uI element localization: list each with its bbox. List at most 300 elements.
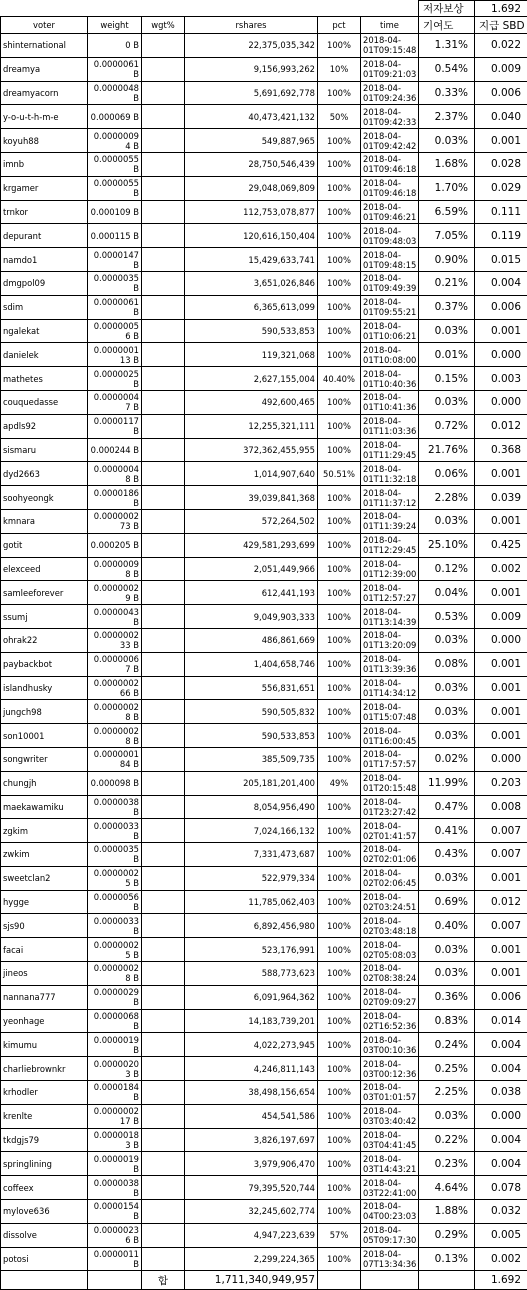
weight-cell: 0 B: [88, 34, 142, 58]
wgt-pct-cell: [142, 224, 185, 248]
voter-name-cell: coffeex: [1, 1176, 88, 1200]
sbd-cell: 0.012: [475, 414, 527, 438]
pct-cell: 100%: [318, 628, 361, 652]
table-row: [1, 390, 527, 414]
table-row: [1, 1128, 527, 1152]
pct-cell: 100%: [318, 533, 361, 557]
time-cell: 2018-04-01T10:06:21: [361, 319, 419, 343]
sbd-cell: 0.000: [475, 390, 527, 414]
weight-cell: 0.0000029 B: [88, 985, 142, 1009]
sbd-cell: 0.001: [475, 866, 527, 890]
pct-cell: 100%: [318, 581, 361, 605]
voter-name-cell: sjs90: [1, 914, 88, 938]
wgt-pct-cell: [142, 914, 185, 938]
voter-name-cell: namdo1: [1, 248, 88, 272]
contribution-cell: 1.31%: [419, 34, 475, 58]
weight-cell: 0.0000048 B: [88, 81, 142, 105]
contribution-cell: 0.21%: [419, 271, 475, 295]
weight-cell: 0.00000025 B: [88, 866, 142, 890]
sbd-cell: 0.007: [475, 914, 527, 938]
wgt-pct-cell: [142, 652, 185, 676]
rshares-cell: 486,861,669: [185, 628, 318, 652]
total-blank: [88, 1271, 142, 1290]
table-row: [1, 81, 527, 105]
wgt-pct-cell: [142, 1152, 185, 1176]
pct-cell: 100%: [318, 176, 361, 200]
voter-name-cell: trnkor: [1, 200, 88, 224]
weight-cell: 0.0000068 B: [88, 1009, 142, 1033]
table-row: [1, 438, 527, 462]
sbd-cell: 0.425: [475, 533, 527, 557]
sbd-cell: 0.001: [475, 724, 527, 748]
sbd-cell: 0.015: [475, 248, 527, 272]
weight-cell: 0.00000203 B: [88, 1057, 142, 1081]
rshares-cell: 9,049,903,333: [185, 605, 318, 629]
time-cell: 2018-04-01T11:03:36: [361, 414, 419, 438]
weight-cell: 0.00000236 B: [88, 1223, 142, 1247]
contribution-cell: 0.12%: [419, 557, 475, 581]
voter-name-cell: sweetclan2: [1, 866, 88, 890]
sbd-cell: 0.000: [475, 343, 527, 367]
weight-cell: 0.0000038 B: [88, 795, 142, 819]
wgt-pct-cell: [142, 367, 185, 391]
contribution-cell: 2.37%: [419, 105, 475, 129]
pct-cell: 100%: [318, 319, 361, 343]
contribution-cell: 0.03%: [419, 724, 475, 748]
contribution-cell: 0.06%: [419, 462, 475, 486]
sbd-cell: 0.009: [475, 605, 527, 629]
time-cell: 2018-04-01T20:15:48: [361, 771, 419, 795]
wgt-pct-cell: [142, 1223, 185, 1247]
contribution-cell: 0.29%: [419, 1223, 475, 1247]
contribution-cell: 0.33%: [419, 81, 475, 105]
voter-name-cell: depurant: [1, 224, 88, 248]
time-cell: 2018-04-01T10:08:00: [361, 343, 419, 367]
rshares-cell: 22,375,035,342: [185, 34, 318, 58]
sbd-cell: 0.008: [475, 795, 527, 819]
rshares-cell: 612,441,193: [185, 581, 318, 605]
contribution-cell: 1.68%: [419, 152, 475, 176]
sbd-cell: 0.001: [475, 700, 527, 724]
weight-cell: 0.000244 B: [88, 438, 142, 462]
sbd-cell: 0.028: [475, 152, 527, 176]
table-row: [1, 557, 527, 581]
rshares-cell: 119,321,068: [185, 343, 318, 367]
wgt-pct-cell: [142, 248, 185, 272]
contribution-cell: 0.36%: [419, 985, 475, 1009]
voter-name-cell: facai: [1, 938, 88, 962]
header-contribution: 기여도: [419, 17, 475, 34]
summary-row: [1, 1, 527, 17]
wgt-pct-cell: [142, 581, 185, 605]
contribution-cell: 0.23%: [419, 1152, 475, 1176]
pct-cell: 57%: [318, 1223, 361, 1247]
header-wgt-pct: wgt%: [142, 17, 185, 34]
wgt-pct-cell: [142, 628, 185, 652]
contribution-cell: 0.03%: [419, 962, 475, 986]
wgt-pct-cell: [142, 343, 185, 367]
contribution-cell: 1.88%: [419, 1200, 475, 1224]
sbd-cell: 0.040: [475, 105, 527, 129]
rshares-cell: 12,255,321,111: [185, 414, 318, 438]
sbd-cell: 0.203: [475, 771, 527, 795]
wgt-pct-cell: [142, 843, 185, 867]
wgt-pct-cell: [142, 271, 185, 295]
contribution-cell: 0.03%: [419, 700, 475, 724]
total-blank: [318, 1271, 361, 1290]
voter-name-cell: paybackbot: [1, 652, 88, 676]
time-cell: 2018-04-01T15:07:48: [361, 700, 419, 724]
rshares-cell: 590,505,832: [185, 700, 318, 724]
contribution-cell: 0.43%: [419, 843, 475, 867]
pct-cell: 100%: [318, 414, 361, 438]
rshares-cell: 14,183,739,201: [185, 1009, 318, 1033]
wgt-pct-cell: [142, 700, 185, 724]
time-cell: 2018-04-02T03:24:51: [361, 890, 419, 914]
contribution-cell: 0.24%: [419, 1033, 475, 1057]
time-cell: 2018-04-02T09:09:27: [361, 985, 419, 1009]
sbd-cell: 0.000: [475, 1104, 527, 1128]
weight-cell: 0.000000217 B: [88, 1104, 142, 1128]
pct-cell: 100%: [318, 1200, 361, 1224]
table-row: [1, 271, 527, 295]
voter-name-cell: nannana777: [1, 985, 88, 1009]
rshares-cell: 15,429,633,741: [185, 248, 318, 272]
total-blank: [1, 1271, 88, 1290]
wgt-pct-cell: [142, 819, 185, 843]
wgt-pct-cell: [142, 1009, 185, 1033]
time-cell: 2018-04-01T10:41:36: [361, 390, 419, 414]
time-cell: 2018-04-01T09:24:36: [361, 81, 419, 105]
voter-name-cell: zwkim: [1, 843, 88, 867]
header-time: time: [361, 17, 419, 34]
weight-cell: 0.00000028 B: [88, 724, 142, 748]
weight-cell: 0.0000147 B: [88, 248, 142, 272]
contribution-cell: 1.70%: [419, 176, 475, 200]
table-row: [1, 1057, 527, 1081]
time-cell: 2018-04-02T08:38:24: [361, 962, 419, 986]
time-cell: 2018-04-01T14:34:12: [361, 676, 419, 700]
sbd-cell: 0.001: [475, 581, 527, 605]
rshares-cell: 2,627,155,004: [185, 367, 318, 391]
rshares-cell: 7,024,166,132: [185, 819, 318, 843]
time-cell: 2018-04-03T00:12:36: [361, 1057, 419, 1081]
weight-cell: 0.0000061 B: [88, 295, 142, 319]
voter-name-cell: gotit: [1, 533, 88, 557]
table-row: [1, 724, 527, 748]
contribution-cell: 11.99%: [419, 771, 475, 795]
rshares-cell: 523,176,991: [185, 938, 318, 962]
contribution-cell: 0.03%: [419, 676, 475, 700]
rshares-cell: 28,750,546,439: [185, 152, 318, 176]
pct-cell: 100%: [318, 747, 361, 771]
rshares-cell: 7,331,473,687: [185, 843, 318, 867]
weight-cell: 0.000109 B: [88, 200, 142, 224]
contribution-cell: 0.53%: [419, 605, 475, 629]
rshares-cell: 39,039,841,368: [185, 486, 318, 510]
contribution-cell: 0.72%: [419, 414, 475, 438]
time-cell: 2018-04-01T13:20:09: [361, 628, 419, 652]
voter-name-cell: potosi: [1, 1247, 88, 1271]
sbd-cell: 0.001: [475, 509, 527, 533]
contribution-cell: 0.41%: [419, 819, 475, 843]
pct-cell: 100%: [318, 1057, 361, 1081]
wgt-pct-cell: [142, 1057, 185, 1081]
wgt-pct-cell: [142, 676, 185, 700]
sbd-cell: 0.007: [475, 843, 527, 867]
voter-name-cell: dmgpol09: [1, 271, 88, 295]
pct-cell: 100%: [318, 129, 361, 153]
pct-cell: 100%: [318, 890, 361, 914]
rshares-cell: 29,048,069,809: [185, 176, 318, 200]
table-row: [1, 34, 527, 58]
voter-name-cell: apdls92: [1, 414, 88, 438]
voter-name-cell: dyd2663: [1, 462, 88, 486]
wgt-pct-cell: [142, 866, 185, 890]
rshares-cell: 492,600,465: [185, 390, 318, 414]
weight-cell: 0.0000056 B: [88, 890, 142, 914]
rshares-cell: 588,773,623: [185, 962, 318, 986]
table-row: [1, 962, 527, 986]
sbd-cell: 0.002: [475, 557, 527, 581]
pct-cell: 100%: [318, 509, 361, 533]
time-cell: 2018-04-01T09:48:03: [361, 224, 419, 248]
weight-cell: 0.00000094 B: [88, 129, 142, 153]
contribution-cell: 6.59%: [419, 200, 475, 224]
time-cell: 2018-04-01T11:39:24: [361, 509, 419, 533]
wgt-pct-cell: [142, 438, 185, 462]
contribution-cell: 4.64%: [419, 1176, 475, 1200]
weight-cell: 0.0000055 B: [88, 152, 142, 176]
time-cell: 2018-04-01T09:21:03: [361, 57, 419, 81]
sbd-cell: 0.002: [475, 1247, 527, 1271]
weight-cell: 0.0000043 B: [88, 605, 142, 629]
rshares-cell: 1,014,907,640: [185, 462, 318, 486]
sbd-cell: 0.078: [475, 1176, 527, 1200]
time-cell: 2018-04-01T12:29:45: [361, 533, 419, 557]
table-row: [1, 1176, 527, 1200]
weight-cell: 0.0000061 B: [88, 57, 142, 81]
table-row: [1, 129, 527, 153]
voter-name-cell: jineos: [1, 962, 88, 986]
contribution-cell: 0.03%: [419, 866, 475, 890]
voter-name-cell: hygge: [1, 890, 88, 914]
weight-cell: 0.00000028 B: [88, 700, 142, 724]
time-cell: 2018-04-01T09:49:39: [361, 271, 419, 295]
wgt-pct-cell: [142, 1033, 185, 1057]
pct-cell: 100%: [318, 390, 361, 414]
pct-cell: 100%: [318, 200, 361, 224]
pct-cell: 100%: [318, 248, 361, 272]
contribution-cell: 0.02%: [419, 747, 475, 771]
header-pct: pct: [318, 17, 361, 34]
time-cell: 2018-04-01T09:46:18: [361, 152, 419, 176]
pct-cell: 49%: [318, 771, 361, 795]
voter-name-cell: songwriter: [1, 747, 88, 771]
wgt-pct-cell: [142, 200, 185, 224]
weight-cell: 0.000098 B: [88, 771, 142, 795]
weight-cell: 0.0000038 B: [88, 1176, 142, 1200]
weight-cell: 0.000000233 B: [88, 628, 142, 652]
table-row: [1, 1033, 527, 1057]
table-row: [1, 224, 527, 248]
table-row: [1, 938, 527, 962]
table-row: [1, 985, 527, 1009]
contribution-cell: 21.76%: [419, 438, 475, 462]
time-cell: 2018-04-02T03:48:18: [361, 914, 419, 938]
wgt-pct-cell: [142, 152, 185, 176]
sbd-cell: 0.001: [475, 676, 527, 700]
rshares-cell: 40,473,421,132: [185, 105, 318, 129]
weight-cell: 0.00000047 B: [88, 390, 142, 414]
voter-name-cell: chungjh: [1, 771, 88, 795]
sbd-cell: 0.004: [475, 271, 527, 295]
rshares-cell: 549,887,965: [185, 129, 318, 153]
author-reward-value: 1.692: [475, 1, 527, 17]
wgt-pct-cell: [142, 319, 185, 343]
wgt-pct-cell: [142, 795, 185, 819]
pct-cell: 100%: [318, 819, 361, 843]
contribution-cell: 0.15%: [419, 367, 475, 391]
sbd-cell: 0.006: [475, 81, 527, 105]
voter-name-cell: yeonhage: [1, 1009, 88, 1033]
sbd-cell: 0.000: [475, 628, 527, 652]
time-cell: 2018-04-01T10:40:36: [361, 367, 419, 391]
contribution-cell: 0.03%: [419, 509, 475, 533]
table-row: [1, 1104, 527, 1128]
wgt-pct-cell: [142, 962, 185, 986]
time-cell: 2018-04-01T09:15:48: [361, 34, 419, 58]
header-sbd: 지급 SBD: [475, 17, 527, 34]
sbd-cell: 0.022: [475, 34, 527, 58]
contribution-cell: 0.01%: [419, 343, 475, 367]
time-cell: 2018-04-01T11:32:18: [361, 462, 419, 486]
contribution-cell: 0.03%: [419, 938, 475, 962]
author-reward-label: 저자보상: [419, 1, 475, 17]
table-row: [1, 295, 527, 319]
table-row: [1, 1081, 527, 1105]
weight-cell: 0.000000184 B: [88, 747, 142, 771]
sbd-cell: 0.006: [475, 295, 527, 319]
time-cell: 2018-04-01T11:29:45: [361, 438, 419, 462]
contribution-cell: 0.83%: [419, 1009, 475, 1033]
table-row: [1, 248, 527, 272]
contribution-cell: 0.40%: [419, 914, 475, 938]
time-cell: 2018-04-01T09:42:33: [361, 105, 419, 129]
time-cell: 2018-04-01T09:48:15: [361, 248, 419, 272]
header-voter: voter: [1, 17, 88, 34]
time-cell: 2018-04-03T03:40:42: [361, 1104, 419, 1128]
rshares-cell: 79,395,520,744: [185, 1176, 318, 1200]
weight-cell: 0.0000033 B: [88, 914, 142, 938]
weight-cell: 0.00000025 B: [88, 938, 142, 962]
weight-cell: 0.000000266 B: [88, 676, 142, 700]
wgt-pct-cell: [142, 557, 185, 581]
wgt-pct-cell: [142, 1200, 185, 1224]
sbd-cell: 0.012: [475, 890, 527, 914]
pct-cell: 100%: [318, 676, 361, 700]
sbd-cell: 0.001: [475, 129, 527, 153]
contribution-cell: 0.08%: [419, 652, 475, 676]
weight-cell: 0.000000273 B: [88, 509, 142, 533]
time-cell: 2018-04-01T09:46:21: [361, 200, 419, 224]
voter-name-cell: krgamer: [1, 176, 88, 200]
sbd-cell: 0.368: [475, 438, 527, 462]
voter-name-cell: islandhusky: [1, 676, 88, 700]
time-cell: 2018-04-01T12:57:27: [361, 581, 419, 605]
wgt-pct-cell: [142, 1104, 185, 1128]
total-rshares: 1,711,340,949,957: [185, 1271, 318, 1290]
pct-cell: 100%: [318, 795, 361, 819]
table-row: [1, 819, 527, 843]
weight-cell: 0.0000055 B: [88, 176, 142, 200]
pct-cell: 100%: [318, 486, 361, 510]
time-cell: 2018-04-02T05:08:03: [361, 938, 419, 962]
voter-name-cell: sismaru: [1, 438, 88, 462]
table-row: [1, 533, 527, 557]
total-label: 합: [142, 1271, 185, 1290]
weight-cell: 0.000205 B: [88, 533, 142, 557]
wgt-pct-cell: [142, 747, 185, 771]
sbd-cell: 0.006: [475, 985, 527, 1009]
sbd-cell: 0.007: [475, 819, 527, 843]
table-row: [1, 509, 527, 533]
table-row: [1, 581, 527, 605]
sbd-cell: 0.001: [475, 938, 527, 962]
pct-cell: 100%: [318, 1152, 361, 1176]
table-row: [1, 414, 527, 438]
contribution-cell: 2.25%: [419, 1081, 475, 1105]
total-blank: [361, 1271, 419, 1290]
sbd-cell: 0.004: [475, 1128, 527, 1152]
contribution-cell: 0.13%: [419, 1247, 475, 1271]
sbd-cell: 0.004: [475, 1033, 527, 1057]
sbd-cell: 0.001: [475, 962, 527, 986]
contribution-cell: 0.03%: [419, 390, 475, 414]
wgt-pct-cell: [142, 771, 185, 795]
pct-cell: 100%: [318, 81, 361, 105]
voter-name-cell: jungch98: [1, 700, 88, 724]
table-row: [1, 771, 527, 795]
pct-cell: 100%: [318, 1104, 361, 1128]
table-row: [1, 747, 527, 771]
time-cell: 2018-04-03T01:01:57: [361, 1081, 419, 1105]
weight-cell: 0.0000019 B: [88, 1152, 142, 1176]
weight-cell: 0.00000029 B: [88, 581, 142, 605]
wgt-pct-cell: [142, 295, 185, 319]
rshares-cell: 454,541,586: [185, 1104, 318, 1128]
weight-cell: 0.0000019 B: [88, 1033, 142, 1057]
rshares-cell: 2,299,224,365: [185, 1247, 318, 1271]
table-row: [1, 200, 527, 224]
rshares-cell: 3,979,906,470: [185, 1152, 318, 1176]
voter-name-cell: kimumu: [1, 1033, 88, 1057]
weight-cell: 0.00000067 B: [88, 652, 142, 676]
pct-cell: 100%: [318, 34, 361, 58]
table-row: [1, 1200, 527, 1224]
table-row: [1, 1223, 527, 1247]
sbd-cell: 0.001: [475, 319, 527, 343]
table-row: [1, 176, 527, 200]
rshares-cell: 372,362,455,955: [185, 438, 318, 462]
wgt-pct-cell: [142, 81, 185, 105]
rshares-cell: 38,498,156,654: [185, 1081, 318, 1105]
table-row: [1, 1152, 527, 1176]
pct-cell: 100%: [318, 1081, 361, 1105]
pct-cell: 100%: [318, 438, 361, 462]
rshares-cell: 112,753,078,877: [185, 200, 318, 224]
wgt-pct-cell: [142, 462, 185, 486]
